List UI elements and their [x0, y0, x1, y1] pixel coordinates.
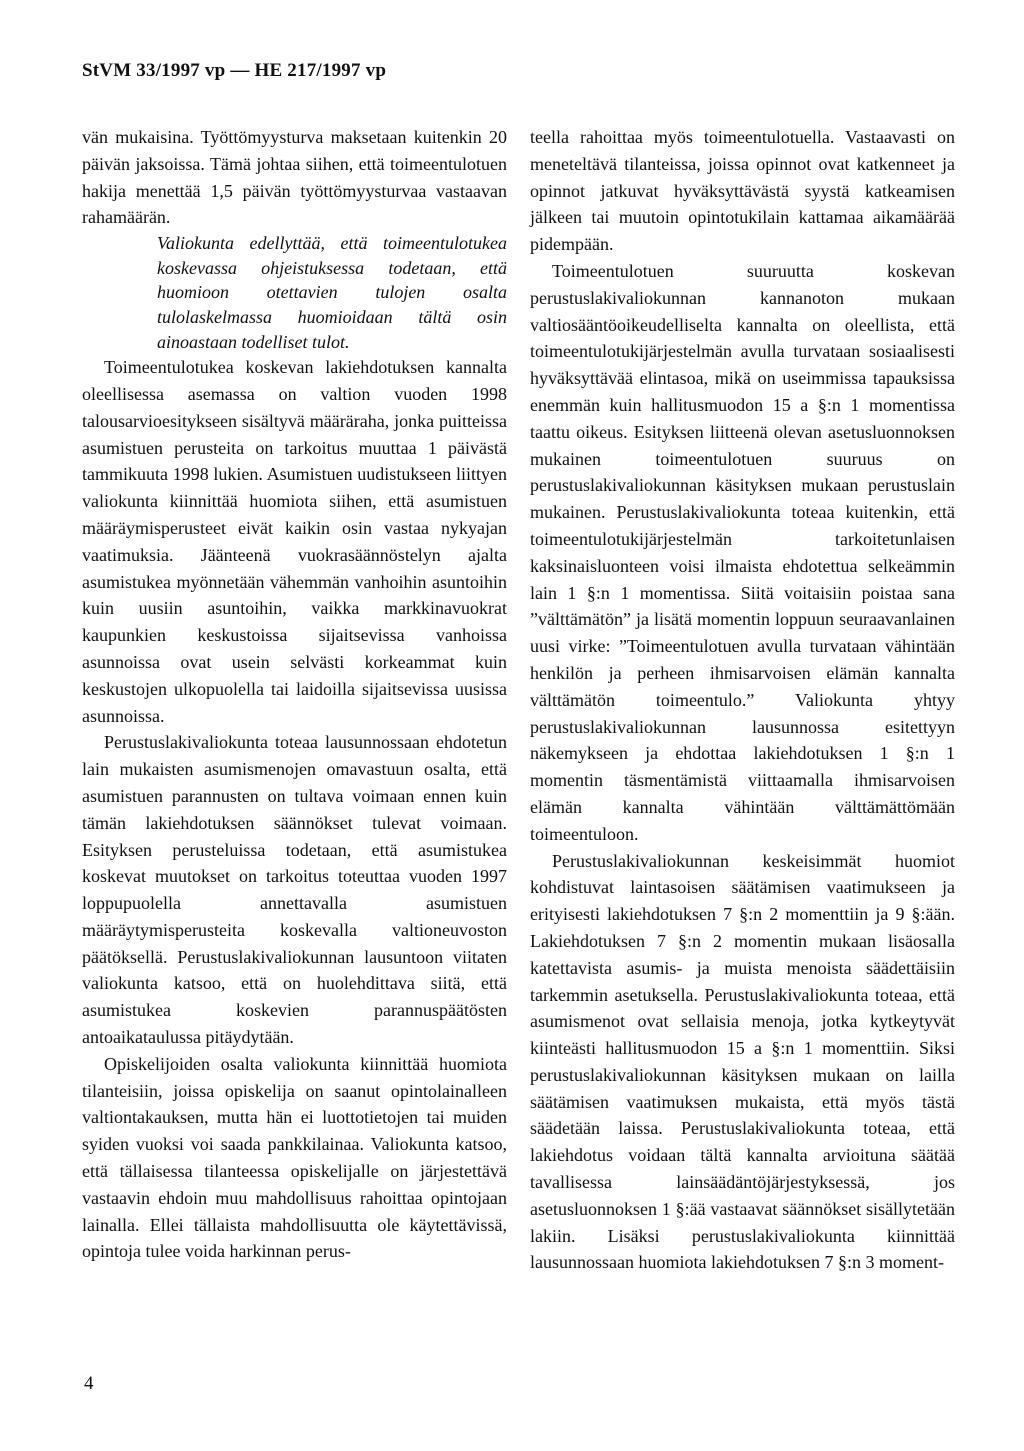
- right-paragraph-1: teella rahoittaa myös toimeentulotuella. Vastaavasti on meneteltävä tilanteissa, joissa opinnot ovat katkenneet ja opinnot jatkuvat hyväksyttävästä syystä katkeamisen jälkeen tai muutoin opintotukilain kattamaa aikamäärää pidempään.: [530, 127, 955, 255]
- left-paragraph-3: Toimeentulotukea koskevan lakiehdotuksen kannalta oleellisessa asemassa on valtion vuoden 1998 talousarvioesitykseen sisältyvä määräraha, jonka puitteissa asumistuen perusteita on tarkoitus muuttaa 1 päivästä tammikuuta 1998 lukien. Asumistuen uudistukseen liittyen valiokunta kiinnittää huomiota siihen, että asumistuen määräymisperusteet eivät kaikin osin vastaa nykyajan vaatimuksia. Jäänteenä vuokrasäännöstelyn ajalta asumistukea myönnetään vähemmän vanhoihin asuntoihin kuin uusiin asuntoihin, vaikka markkinavuokrat kaupunkien keskustoissa sijaitsevissa vanhoissa asunnoissa ovat usein selvästi korkeammat kuin keskustojen ulkopuolella tai laidoilla sijaitsevissa uusissa asunnoissa.: [82, 357, 507, 726]
- left-paragraph-1: vän mukaisina. Työttömyysturva maksetaan kuitenkin 20 päivän jaksoissa. Tämä johtaa siihen, että toimeentulotuen hakija menettää 1,5 päivän työttömyysturvaa vastaavan rahamäärän.: [82, 127, 507, 228]
- running-header: StVM 33/1997 vp — HE 217/1997 vp: [82, 60, 387, 81]
- page-number: 4: [84, 1373, 94, 1394]
- right-column: [530, 124, 955, 1276]
- left-paragraph-4: Perustuslakivaliokunta toteaa lausunnossaan ehdotetun lain mukaisten asumismenojen omavastuun osalta, että asumistuen parannusten on tultava voimaan ennen kuin tämän lakiehdotuksen säännökset tulevat voimaan. Esityksen perusteluissa todetaan, että asumistukea koskevat muutokset on tarkoitus toteuttaa vuoden 1997 loppupuolella annettavalla asumistuen määräytymisperusteita koskevalla valtioneuvoston päätöksellä. Perustuslakivaliokunnan lausuntoon viitaten valiokunta katsoo, että on huolehdittava siitä, että asumistukea koskevien parannuspäätösten antoaikataulussa pitäydytään.: [82, 732, 507, 1048]
- committee-requirement-italic: Valiokunta edellyttää, että toimeentulotukea koskevassa ohjeistuksessa todetaan, että huomioon otettavien tulojen osalta tulolaskelmassa huomioidaan tältä osin ainoastaan todelliset tulot.: [157, 233, 507, 352]
- left-column: [82, 124, 507, 1265]
- right-paragraph-2: Toimeentulotuen suuruutta koskevan perustuslakivaliokunnan kannanoton mukaan valtiosääntöoikeudelliselta kannalta on oleellista, että toimeentulotukijärjestelmän avulla turvataan sosiaalisesti hyväksyttävää elintasoa, mikä on useimmissa tapauksissa enemmän kuin hallitusmuodon 15 a §:n 1 momentissa taattu oikeus. Esityksen liitteenä olevan asetusluonnoksen mukainen toimeentulotuen suuruus on perustuslakivaliokunnan käsityksen mukaan perustuslain mukainen. Perustuslakivaliokunta toteaa kuitenkin, että toimeentulotukijärjestelmän tarkoitetunlaisen kaksinaisluonteen voisi ilmaista ehdotettua selkeämmin lain 1 §:n 1 momentissa. Siitä voitaisiin poistaa sana ”välttämätön” ja lisätä momentin loppuun seuraavanlainen uusi virke: ”Toimeentulotuen avulla turvataan vähintään henkilön ja perheen ihmisarvoisen elämän kannalta välttämätön toimeentulo.” Valiokunta yhtyy perustuslakivaliokunnan lausunnossa esitettyyn näkemykseen ja ehdottaa lakiehdotuksen 1 §:n 1 momentin täsmentämistä viittaamalla ihmisarvoisen elämän kannalta vähintään välttämättömään toimeentuloon.: [530, 260, 955, 844]
- right-paragraph-3: Perustuslakivaliokunnan keskeisimmät huomiot kohdistuvat laintasoisen säätämisen vaatimukseen ja erityisesti lakiehdotuksen 7 §:n 2 momenttiin ja 9 §:ään. Lakiehdotuksen 7 §:n 2 momentin mukaan lisäosalla katettavista asumis- ja muista menoista säädettäisiin tarkemmin asetuksella. Perustuslakivaliokunta toteaa, että asumismenot ovat sellaisia menoja, jotka kytkeytyvät kiinteästi hallitusmuodon 15 a §:n 1 momenttiin. Siksi perustuslakivaliokunnan käsityksen mukaan on lailla säätämisen vaatimuksen mukaista, että myös tästä säädetään laissa. Perustuslakivaliokunta toteaa, että lakiehdotus voidaan tältä kannalta arvioituna säätää tavallisessa lainsäädäntöjärjestyksessä, jos asetusluonnoksen 1 §:ää vastaavat säännökset sisällytetään lakiin. Lisäksi perustuslakivaliokunta kiinnittää lausunnossaan huomiota lakiehdotuksen 7 §:n 3 moment-: [530, 850, 955, 1273]
- left-paragraph-5: Opiskelijoiden osalta valiokunta kiinnittää huomiota tilanteisiin, joissa opiskelija on saanut opintolainalleen valtiontakauksen, mutta hän ei luottotietojen tai muiden syiden vuoksi voi saada pankkilainaa. Valiokunta katsoo, että tällaisessa tilanteessa opiskelijalle on järjestettävä vastaavin ehdoin muu mahdollisuus rahoittaa opintojaan lainalla. Ellei tällaista mahdollisuutta ole käytettävissä, opintoja tulee voida harkinnan perus-: [82, 1053, 507, 1262]
